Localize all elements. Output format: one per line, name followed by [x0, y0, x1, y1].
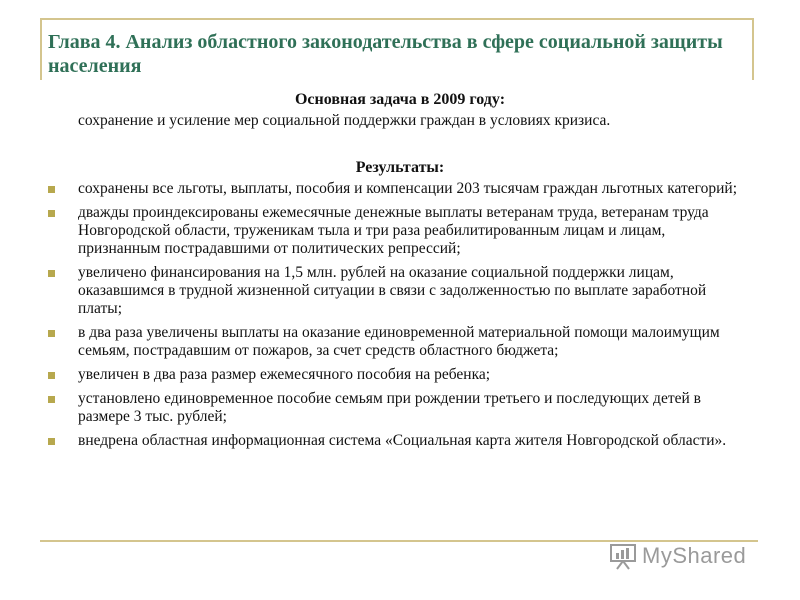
list-item-text: сохранены все льготы, выплаты, пособия и компенсации 203 тысячам граждан льготных категорий;: [78, 180, 738, 197]
list-item-text: дважды проиндексированы ежемесячные денежные выплаты ветеранам труда, ветеранам труда Новгородской области, труженикам тыла и три раза реабилитированным лицам и лицам, признанным пострадавшими от политических репрессий;: [78, 204, 709, 257]
list-item-text: в два раза увеличены выплаты на оказание единовременной материальной помощи малоимущим семьям, пострадавшим от пожаров, за счет средств областного бюджета;: [78, 324, 720, 359]
list-item-text: внедрена областная информационная система «Социальная карта жителя Новгородской области».: [78, 432, 727, 449]
square-bullet-icon: [48, 372, 55, 379]
list-item: [48, 324, 748, 360]
watermark-text: MyShared: [642, 543, 747, 568]
list-item: [48, 204, 748, 258]
list-item-text: установлено единовременное пособие семьям при рождении третьего и последующих детей в размере 3 тыс. рублей;: [78, 390, 701, 425]
watermark[interactable]: [608, 538, 746, 574]
results-heading: Результаты:: [355, 159, 445, 176]
list-item: [48, 180, 748, 198]
list-item: [48, 432, 748, 450]
square-bullet-icon: [48, 396, 55, 403]
results-list: [48, 180, 748, 456]
square-bullet-icon: [48, 210, 55, 217]
square-bullet-icon: [48, 438, 55, 445]
list-item: [48, 390, 748, 426]
main-task-heading: Основная задача в 2009 году:: [294, 91, 506, 108]
square-bullet-icon: [48, 186, 55, 193]
presentation-board-icon: [608, 541, 638, 571]
list-item-text: увеличен в два раза размер ежемесячного пособия на ребенка;: [78, 366, 491, 383]
list-item-text: увеличено финансирования на 1,5 млн. рублей на оказание социальной поддержки лицам, оказавшимся в трудной жизненной ситуации в связи с задолженностью по выплате заработной платы;: [78, 264, 707, 317]
frame-left-rule: [40, 18, 42, 80]
main-task-text: сохранение и усиление мер социальной поддержки граждан в условиях кризиса.: [78, 112, 611, 129]
frame-top-rule: [40, 18, 754, 20]
list-item: [48, 366, 748, 384]
square-bullet-icon: [48, 270, 55, 277]
square-bullet-icon: [48, 330, 55, 337]
list-item: [48, 264, 748, 318]
slide-title: Глава 4. Анализ областного законодательства в сфере социальной защиты населения: [48, 31, 723, 77]
